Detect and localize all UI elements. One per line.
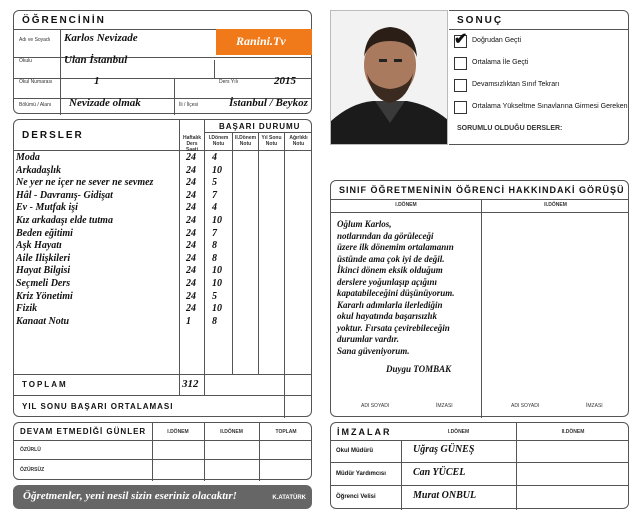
table-row — [14, 228, 313, 240]
result-option-label: Doğrudan Geçti — [472, 37, 522, 44]
year-value: 2015 — [274, 75, 296, 87]
total-label: TOPLAM — [22, 380, 68, 389]
absence-row2: ÖZÜRSÜZ — [20, 467, 45, 473]
opinion-line: İkinci dönem eksik olduğum — [337, 265, 443, 275]
opinion-title: SINIF ÖĞRETMENİNİN ÖĞRENCİ HAKKINDAKİ GÖRÜŞÜ — [339, 185, 625, 195]
sign-label-sign-1: İMZASI — [436, 403, 453, 409]
course-name: Beden eğitimi — [16, 227, 73, 239]
checkbox[interactable] — [454, 101, 467, 114]
student-title: ÖĞRENCİNİN — [22, 15, 106, 26]
sign-label-name-2: ADI SOYADI — [511, 403, 540, 409]
course-grade: 5 — [212, 290, 217, 302]
result-option[interactable] — [454, 99, 626, 117]
dept-label: Bölümü / Alanı — [19, 102, 52, 108]
result-option-label: Devamsızlıktan Sınıf Tekrarı — [472, 81, 560, 88]
course-name: Ev - Mutfak işi — [16, 202, 78, 214]
course-grade: 10 — [212, 278, 222, 289]
checkbox[interactable] — [454, 31, 468, 48]
course-name: Seçmeli Ders — [16, 278, 71, 289]
checkbox[interactable] — [454, 57, 467, 70]
course-hours: 24 — [186, 240, 196, 252]
table-row — [14, 165, 313, 177]
brand-text: Ranini.Tv — [236, 34, 286, 48]
course-grade: 7 — [212, 227, 217, 239]
opinion-line: okul hayatında başarısızlık — [337, 311, 438, 321]
result-option[interactable] — [454, 77, 626, 95]
course-grade: 4 — [212, 152, 217, 163]
course-hours: 24 — [186, 290, 196, 302]
course-name: Ne yer ne içer ne sever ne sevmez — [16, 177, 154, 189]
signature-row — [331, 440, 630, 462]
col-hours: Haftalık Ders Saati — [182, 135, 202, 153]
signature-name: Can YÜCEL — [413, 467, 466, 478]
table-row — [14, 215, 313, 227]
responsible-label: SORUMLU OLDUĞU DERSLER: — [457, 125, 563, 132]
col-weighted: Ağırlıklı Notu — [289, 135, 308, 147]
course-grade: 10 — [212, 303, 222, 315]
year-label: Ders Yılı — [219, 79, 239, 85]
signature-name: Uğraş GÜNEŞ — [413, 444, 475, 455]
course-hours: 24 — [186, 215, 196, 226]
grades-panel — [13, 119, 312, 417]
number-value: 1 — [94, 75, 100, 87]
quote-text: Öğretmenler, yeni nesil sizin eseriniz olacaktır! — [23, 490, 237, 502]
course-hours: 24 — [186, 189, 196, 201]
result-panel — [449, 10, 629, 145]
opinion-panel — [330, 180, 629, 417]
course-grade: 4 — [212, 202, 217, 214]
course-hours: 24 — [186, 278, 196, 289]
col-term1: I.Dönem Notu — [208, 135, 229, 147]
student-info-panel — [13, 10, 312, 114]
col-final: Yıl Sonu Notu — [261, 135, 282, 147]
course-name: Aşk Hayatı — [16, 240, 62, 252]
absence-row1: ÖZÜRLÜ — [20, 447, 41, 453]
checkmark-icon: ✔ — [454, 31, 468, 48]
student-name: Karlos Nevizade — [64, 32, 138, 44]
course-hours: 24 — [186, 265, 196, 277]
opinion-line: üzere ilk dönemim ortalamanın — [337, 242, 454, 252]
course-hours: 24 — [186, 303, 196, 315]
course-name: Moda — [16, 152, 40, 163]
opinion-line: durumlar vardır. — [337, 334, 400, 344]
table-row — [14, 303, 313, 315]
absence-panel — [13, 422, 312, 480]
basari-title: BAŞARI DURUMU — [219, 122, 301, 131]
col-term2: II.Dönem Notu — [234, 135, 257, 147]
result-option-label: Ortalama İle Geçti — [472, 59, 529, 66]
table-row — [14, 177, 313, 189]
course-name: Kız arkadaşı elde tutma — [16, 215, 113, 226]
table-row — [14, 265, 313, 277]
opinion-line: derslere yoğunlaşıp açığını — [337, 276, 438, 287]
course-name: Hayat Bilgisi — [16, 265, 71, 277]
school-value: Ulan İstanbul — [64, 54, 128, 66]
table-row — [14, 190, 313, 202]
table-row — [14, 253, 313, 265]
quote-bar — [13, 485, 312, 509]
course-name: Kriz Yönetimi — [16, 290, 73, 302]
absence-col2: II.DÖNEM — [220, 429, 243, 435]
photo-image — [331, 11, 448, 145]
sign-label-name-1: ADI SOYADI — [361, 403, 390, 409]
course-name: Arkadaşlık — [16, 164, 62, 176]
opinion-col1: I.DÖNEM — [395, 202, 417, 208]
absence-col3: TOPLAM — [275, 429, 297, 435]
opinion-line: Sana güveniyorum. — [337, 345, 410, 356]
opinion-line: yoktur. Fırsata çevirebileceğin — [337, 322, 450, 333]
opinion-line: Kararlı adımlarla ilerlediğin — [337, 299, 443, 310]
grades-title: DERSLER — [22, 130, 84, 141]
result-title: SONUÇ — [457, 15, 504, 26]
table-row — [14, 291, 313, 303]
signature-role: Öğrenci Velisi — [336, 494, 376, 500]
student-photo — [330, 10, 448, 145]
district-label: İli / İlçesi — [179, 102, 199, 108]
signatures-col1: I.DÖNEM — [447, 429, 470, 435]
table-row — [14, 240, 313, 252]
absence-title: DEVAM ETMEDİĞİ GÜNLER — [20, 427, 147, 436]
course-grade: 10 — [212, 265, 222, 277]
course-hours: 24 — [186, 227, 196, 239]
course-hours: 24 — [186, 177, 196, 189]
sign-label-sign-2: İMZASI — [586, 403, 603, 409]
opinion-line: kapatabileceğini düşünüyorum. — [337, 288, 455, 298]
signature-row — [331, 486, 630, 508]
table-row — [14, 202, 313, 214]
absence-col1: I.DÖNEM — [167, 429, 189, 435]
opinion-line: üstünde ama çok iyi de değil. — [337, 253, 445, 264]
course-hours: 24 — [186, 202, 196, 214]
checkbox[interactable] — [454, 79, 467, 92]
result-option-label: Ortalama Yükseltme Sınavlarına Girmesi Gereken — [472, 103, 628, 110]
signatures-title: İMZALAR — [337, 427, 392, 437]
course-grade: 8 — [212, 315, 217, 327]
name-label: Adı ve Soyadı — [19, 37, 51, 43]
course-hours: 24 — [186, 152, 196, 163]
table-row — [14, 316, 313, 328]
signature-role: Okul Müdürü — [336, 448, 373, 454]
quote-author: K.ATATÜRK — [272, 495, 306, 501]
course-grade: 7 — [212, 189, 217, 201]
course-grade: 8 — [212, 252, 217, 264]
course-name: Hâl - Davranış- Gidişat — [16, 189, 113, 201]
gpa-label: YIL SONU BAŞARI ORTALAMASI — [22, 402, 174, 411]
course-grade: 5 — [212, 177, 217, 189]
opinion-line: notlarından da görüleceği — [337, 230, 434, 241]
course-name: Aile İlişkileri — [16, 252, 71, 264]
signatures-col2: II.DÖNEM — [561, 429, 585, 435]
total-value: 312 — [182, 378, 199, 390]
result-option[interactable] — [454, 33, 626, 51]
signature-row — [331, 463, 630, 485]
table-row — [14, 152, 313, 164]
table-row — [14, 278, 313, 290]
signature-role: Müdür Yardımcısı — [336, 471, 386, 477]
result-option[interactable] — [454, 55, 626, 73]
district-value: İstanbul / Beykoz — [229, 97, 308, 109]
opinion-line: Oğlum Karlos, — [337, 219, 392, 229]
course-hours: 1 — [186, 315, 191, 327]
dept-value: Nevizade olmak — [69, 97, 141, 109]
course-hours: 24 — [186, 252, 196, 264]
course-name: Kanaat Notu — [16, 315, 70, 327]
course-grade: 10 — [212, 164, 222, 176]
course-hours: 24 — [186, 164, 196, 176]
number-label: Okul Numarası — [19, 79, 53, 85]
course-name: Fizik — [16, 303, 38, 315]
opinion-signature: Duygu TOMBAK — [386, 364, 452, 374]
school-label: Okulu — [19, 58, 33, 64]
course-grade: 8 — [212, 240, 217, 252]
opinion-col2: II.DÖNEM — [544, 202, 567, 208]
course-grade: 10 — [212, 215, 222, 226]
signature-name: Murat ONBUL — [413, 490, 477, 501]
signatures-panel — [330, 422, 629, 509]
